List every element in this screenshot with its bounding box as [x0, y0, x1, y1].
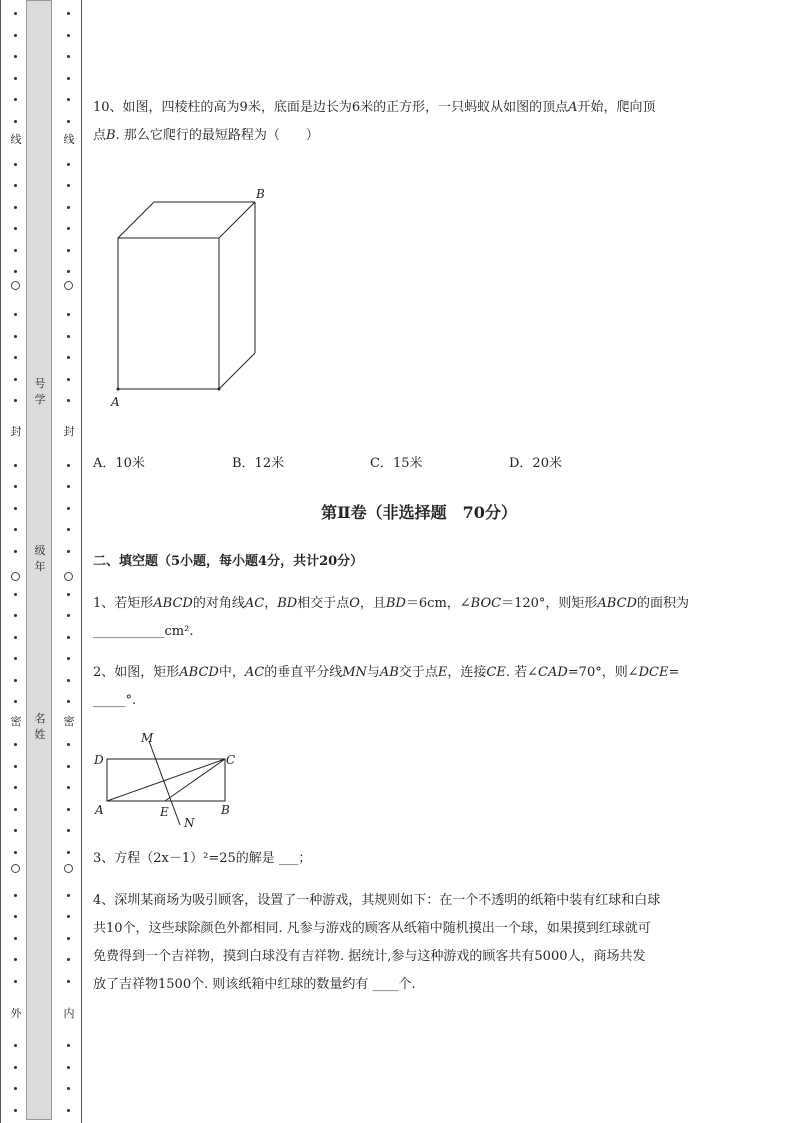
seal-dot — [14, 765, 17, 768]
fill-question-3: 3、方程（2x－1）²=25的解是 ___； — [93, 851, 312, 866]
figure-label-b: B — [256, 187, 265, 201]
seal-dot — [67, 12, 70, 15]
field-grade: 级年 — [34, 544, 46, 573]
seal-dot — [14, 507, 17, 510]
seal-dot — [14, 1066, 17, 1069]
seal-dot — [14, 12, 17, 15]
question-10-line2: 点B. 那么它爬行的最短路程为（ ） — [93, 128, 319, 143]
seal-mark-xian-left: 线 — [10, 133, 22, 146]
seal-mark-mi-left: 密 — [10, 715, 22, 728]
seal-dot — [14, 1044, 17, 1047]
seal-dot — [67, 614, 70, 617]
seal-dot — [67, 335, 70, 338]
seal-dot — [14, 808, 17, 811]
seal-ring — [64, 281, 73, 290]
seal-dot — [67, 915, 70, 918]
seal-dot — [67, 77, 70, 80]
fill-question-1 — [93, 590, 745, 646]
seal-dot — [14, 120, 17, 123]
seal-dot — [67, 829, 70, 832]
fill-question-4-line1: 4、深圳某商场为吸引顾客，设置了一种游戏，其规则如下：在一个不透明的纸箱中装有红球和白球 — [93, 893, 661, 908]
seal-dot — [14, 1109, 17, 1112]
seal-dot — [67, 636, 70, 639]
seal-dot — [67, 270, 70, 273]
seal-dot — [67, 507, 70, 510]
seal-dot — [14, 894, 17, 897]
binding-margin — [0, 0, 82, 1123]
seal-dot — [67, 550, 70, 553]
seal-dot — [14, 593, 17, 596]
option-c: C．15米 — [370, 456, 423, 471]
seal-dot — [67, 356, 70, 359]
seal-dot — [67, 786, 70, 789]
seal-dot — [14, 851, 17, 854]
seal-dot — [67, 657, 70, 660]
seal-dot — [14, 636, 17, 639]
fill-question-4-line2: 共10个，这些球除颜色外都相同. 凡参与游戏的顾客从纸箱中随机摸出一个球，如果摸到红球就可 — [93, 921, 651, 936]
seal-dot — [67, 980, 70, 983]
seal-dot — [14, 829, 17, 832]
margin-outer-line — [0, 0, 1, 1123]
seal-dot — [67, 743, 70, 746]
seal-dot — [67, 206, 70, 209]
seal-dot — [14, 184, 17, 187]
seal-dot — [14, 34, 17, 37]
seal-ring — [11, 281, 20, 290]
fill-question-2-answer: _____°. — [93, 693, 137, 708]
fill-question-1-answer: ___________cm². — [93, 624, 194, 639]
seal-dot — [67, 528, 70, 531]
seal-dot — [67, 1109, 70, 1112]
seal-ring — [64, 864, 73, 873]
seal-ring — [64, 572, 73, 581]
seal-dot — [14, 227, 17, 230]
seal-dot — [67, 679, 70, 682]
seal-dot — [14, 915, 17, 918]
seal-dot — [67, 765, 70, 768]
seal-mark-feng-right: 封 — [63, 425, 75, 438]
seal-dot — [14, 335, 17, 338]
question-10 — [93, 94, 745, 150]
label-n: N — [184, 816, 195, 830]
seal-mark-nei: 内 — [63, 1007, 75, 1020]
seal-dot — [67, 378, 70, 381]
seal-dot — [14, 980, 17, 983]
seal-dot — [67, 313, 70, 316]
seal-dot — [14, 786, 17, 789]
fill-question-4-line3: 免费得到一个吉祥物，摸到白球没有吉祥物. 据统计,参与这种游戏的顾客共有5000人，商场共发 — [93, 949, 646, 964]
seal-dot — [14, 464, 17, 467]
margin-inner-line — [81, 0, 82, 1123]
seal-dot — [14, 614, 17, 617]
seal-dot — [14, 270, 17, 273]
fill-question-2 — [93, 659, 745, 715]
field-student-number: 号学 — [34, 377, 46, 406]
rectangle-figure — [93, 728, 253, 832]
seal-dot — [14, 528, 17, 531]
seal-dot — [67, 485, 70, 488]
label-c: C — [226, 753, 236, 767]
seal-dot — [14, 55, 17, 58]
seal-mark-wai: 外 — [10, 1007, 22, 1020]
fill-question-4-line4: 放了吉祥物1500个. 则该纸箱中红球的数量约有 ____个. — [93, 977, 416, 992]
figure-label-a: A — [111, 395, 120, 409]
option-d: D．20米 — [509, 456, 562, 471]
seal-dot — [67, 593, 70, 596]
seal-dot — [14, 657, 17, 660]
fill-question-4 — [93, 887, 745, 999]
seal-mark-feng-left: 封 — [10, 425, 22, 438]
prism-figure — [103, 180, 303, 410]
seal-dot — [14, 163, 17, 166]
subsection-title: 二、填空题（5小题，每小题4分，共计20分） — [93, 554, 364, 569]
seal-dot — [14, 937, 17, 940]
seal-dot — [14, 249, 17, 252]
seal-dot — [67, 851, 70, 854]
label-b: B — [221, 803, 230, 817]
seal-dot — [14, 1087, 17, 1090]
seal-dot — [67, 184, 70, 187]
seal-dot — [67, 937, 70, 940]
seal-dot — [67, 227, 70, 230]
seal-dot — [14, 206, 17, 209]
option-b: B．12米 — [232, 456, 285, 471]
seal-dot — [14, 77, 17, 80]
seal-dot — [14, 743, 17, 746]
seal-ring — [11, 572, 20, 581]
seal-dot — [14, 485, 17, 488]
seal-dot — [67, 55, 70, 58]
seal-dot — [67, 1044, 70, 1047]
seal-dot — [67, 958, 70, 961]
seal-dot — [67, 249, 70, 252]
label-e: E — [160, 805, 169, 819]
seal-dot — [67, 163, 70, 166]
seal-ring — [11, 864, 20, 873]
seal-dot — [14, 399, 17, 402]
fill-question-1-line1: 1、若矩形ABCD的对角线AC，BD相交于点O，且BD＝6cm，∠BOC＝120°，则矩形ABCD的面积为 — [93, 596, 689, 611]
fill-question-2-line1: 2、如图，矩形ABCD中，AC的垂直平分线MN与AB交于点E，连接CE. 若∠CAD=70°，则∠DCE= — [93, 665, 680, 680]
seal-dot — [67, 399, 70, 402]
seal-dot — [14, 378, 17, 381]
label-d: D — [94, 753, 104, 767]
seal-dot — [67, 700, 70, 703]
seal-dot — [14, 550, 17, 553]
seal-dot — [67, 464, 70, 467]
seal-dot — [14, 679, 17, 682]
seal-mark-mi-right: 密 — [63, 715, 75, 728]
seal-dot — [67, 808, 70, 811]
field-name: 名姓 — [34, 712, 46, 741]
seal-dot — [14, 700, 17, 703]
section-title: 第Ⅱ卷（非选择题 70分） — [321, 503, 517, 522]
seal-dot — [67, 894, 70, 897]
seal-dot — [14, 958, 17, 961]
question-10-line1: 10、如图，四棱柱的高为9米，底面是边长为6米的正方形，一只蚂蚁从如图的顶点A开始，爬向顶 — [93, 100, 656, 115]
label-m: M — [141, 731, 154, 745]
seal-dot — [67, 1087, 70, 1090]
seal-dot — [67, 34, 70, 37]
option-a: A．10米 — [93, 456, 145, 471]
seal-dot — [14, 356, 17, 359]
seal-dot — [14, 98, 17, 101]
seal-dot — [14, 313, 17, 316]
label-a: A — [95, 803, 104, 817]
seal-dot — [67, 120, 70, 123]
seal-dot — [67, 98, 70, 101]
seal-mark-xian-right: 线 — [63, 133, 75, 146]
seal-dot — [67, 1066, 70, 1069]
